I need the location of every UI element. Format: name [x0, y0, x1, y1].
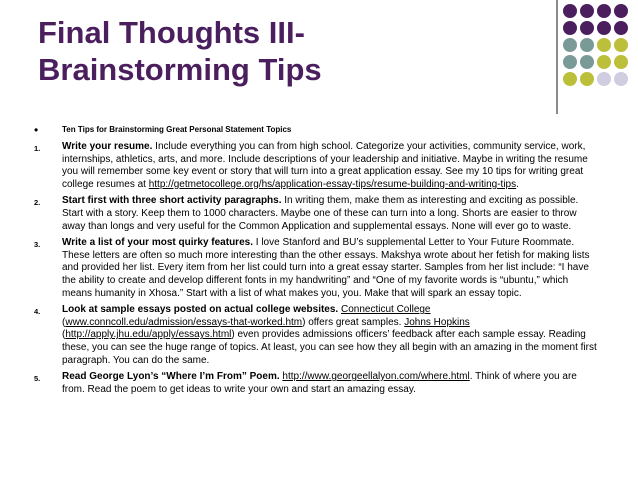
decorative-dot	[563, 72, 577, 86]
item-number: 4.	[34, 307, 41, 317]
decorative-dot	[563, 38, 577, 52]
list-item	[34, 237, 600, 300]
item-body	[62, 195, 600, 233]
title-line-2: Brainstorming Tips	[38, 52, 322, 87]
item-heading: Start first with three short activity paragraphs.	[62, 195, 282, 207]
resume-tips-link[interactable]: http://getmetocollege.org/hs/application-essay-tips/resume-building-and-writing-tips	[148, 178, 517, 190]
item-text: In writing them, make them as interesting and exciting as possible. Start with a story. Keep them to 1000 characters. Maybe one of these can turn into a long. Shorts are easier to throw away than longs and very useful for the Common Application and supplemental essays. None will ever go to waste.	[62, 195, 579, 232]
decorative-dot	[597, 38, 611, 52]
item-number: 1.	[34, 144, 41, 153]
johns-hopkins-link[interactable]: Johns Hopkins	[404, 316, 470, 328]
item-body	[62, 237, 600, 300]
item-body	[62, 141, 600, 191]
decorative-divider	[556, 0, 558, 114]
item-number: 5.	[34, 374, 41, 384]
decorative-dot	[614, 4, 628, 18]
list-item	[34, 195, 600, 233]
item-text: I love Stanford and BU’s supplemental Letter to Your Future Roommate. These letters are often so much more interesting than the other essays. Makshya wrote about her fetish for making lists and provided her list. Every item from her list could turn into a great essay starter. Samples from her list include: “I have the ability to create and develop different fonts in my handwriting” and “One of my favorite words is “ubuntu,” which means humanity in Xhosa.” Start with a list of what makes you, you. Make that will spark an essay topic.	[62, 237, 590, 299]
decorative-dot	[614, 21, 628, 35]
decorative-dot	[563, 21, 577, 35]
decorative-dot	[597, 21, 611, 35]
item-text: Include everything you can from high school. Categorize your activities, community service, work, internships, athletics, arts, and more. Include descriptions of your leadership and initiative. Maybe in writing the resume you will remember some key event or story that will turn into a great application essay. See my 10 tips for writing great college resumes at	[62, 141, 588, 190]
intro-row	[34, 124, 600, 136]
decorative-dot	[563, 55, 577, 69]
item-heading: Write a list of your most quirky features.	[62, 237, 253, 249]
item-text: (	[62, 316, 66, 328]
decorative-dot	[580, 4, 594, 18]
decorative-dot	[614, 38, 628, 52]
decorative-dot	[597, 72, 611, 86]
decorative-dot	[580, 21, 594, 35]
title-line-1: Final Thoughts III-	[38, 15, 305, 50]
item-number: 2.	[34, 198, 41, 208]
decorative-dot-grid	[563, 4, 638, 99]
decorative-dot	[580, 55, 594, 69]
decorative-dot	[580, 38, 594, 52]
tips-list	[34, 141, 600, 396]
slide-title	[38, 14, 538, 88]
george-lyon-link[interactable]: http://www.georgeellalyon.com/where.html	[282, 371, 470, 383]
conncoll-url-link[interactable]: www.conncoll.edu/admission/essays-that-worked.htm	[65, 316, 303, 328]
decorative-dot	[597, 55, 611, 69]
item-heading: Write your resume.	[62, 141, 153, 152]
decorative-dot	[580, 72, 594, 86]
item-body	[62, 371, 600, 396]
list-item	[34, 371, 600, 396]
item-text: ) even provides admissions officers’ feedback after each sample essay. Reading these, you can see the huge range of topics. At least, you can see how they all begin with an amazing in the moment first paragraph. You can do the same.	[62, 329, 597, 366]
jhu-url-link[interactable]: http://apply.jhu.edu/apply/essays.html	[65, 329, 232, 341]
decorative-dot	[563, 4, 577, 18]
item-tail: .	[516, 178, 519, 190]
list-item	[34, 304, 600, 367]
item-text: . Think of where you are from. Read the poem to get ideas to write your own and start an amazing essay.	[62, 371, 577, 395]
intro-text: Ten Tips for Brainstorming Great Personal Statement Topics	[62, 125, 292, 134]
item-text: (	[62, 329, 66, 341]
decorative-dot	[614, 55, 628, 69]
item-heading: Read George Lyon’s “Where I’m From” Poem.	[62, 371, 280, 383]
item-body	[62, 304, 600, 367]
slide-body	[34, 124, 600, 400]
bullet-icon: •	[34, 123, 39, 137]
decorative-dot	[597, 4, 611, 18]
list-item	[34, 141, 600, 191]
connecticut-college-link[interactable]: Connecticut College	[341, 304, 431, 316]
item-heading: Look at sample essays posted on actual college websites.	[62, 304, 339, 316]
decorative-dot	[614, 72, 628, 86]
item-number: 3.	[34, 240, 41, 250]
item-text: ) offers great samples.	[302, 316, 405, 328]
